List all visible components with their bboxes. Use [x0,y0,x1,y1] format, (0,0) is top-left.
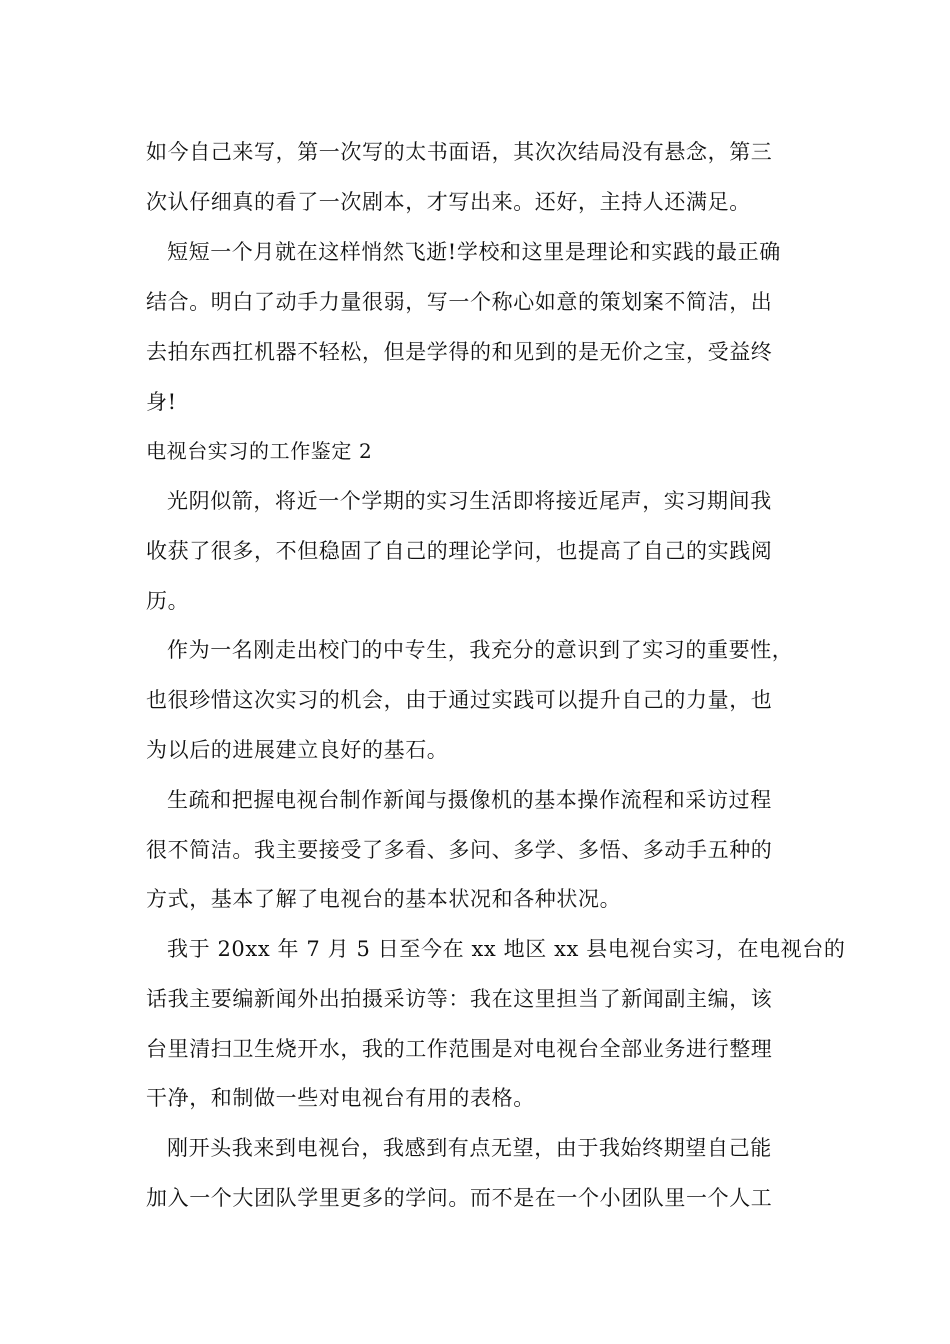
paragraph-line: 次认仔细真的看了一次剧本，才写出来。还好，主持人还满足。 [146,190,751,214]
paragraph-line: 台里清扫卫生烧开水，我的工作范围是对电视台全部业务进行整理 [146,1037,773,1061]
section-heading: 电视台实习的工作鉴定 2 [146,439,373,463]
paragraph-line: 我于 20xx 年 7 月 5 日至今在 xx 地区 xx 县电视台实习，在电视台的 [167,937,846,961]
paragraph-line: 生疏和把握电视台制作新闻与摄像机的基本操作流程和采访过程 [167,788,772,812]
paragraph-line: 方式，基本了解了电视台的基本状况和各种状况。 [146,887,622,911]
paragraph-line: 刚开头我来到电视台，我感到有点无望，由于我始终期望自己能 [167,1136,772,1160]
paragraph-line: 如今自己来写，第一次写的太书面语，其次次结局没有悬念，第三 [146,140,773,164]
paragraph-line: 历。 [146,589,190,613]
paragraph-line: 结合。明白了动手力量很弱，写一个称心如意的策划案不简洁，出 [146,290,773,314]
paragraph-line: 很不简洁。我主要接受了多看、多问、多学、多悟、多动手五种的 [146,838,773,862]
paragraph-line: 去拍东西扛机器不轻松，但是学得的和见到的是无价之宝，受益终 [146,340,773,364]
paragraph-line: 加入一个大团队学里更多的学问。而不是在一个小团队里一个人工 [146,1186,773,1210]
paragraph-line: 为以后的进展建立良好的基石。 [146,738,449,762]
paragraph-line: 光阴似箭，将近一个学期的实习生活即将接近尾声，实习期间我 [167,489,772,513]
paragraph-line: 话我主要编新闻外出拍摄采访等：我在这里担当了新闻副主编，该 [146,987,773,1011]
paragraph-line: 也很珍惜这次实习的机会，由于通过实践可以提升自己的力量，也 [146,688,773,712]
paragraph-line: 收获了很多，不但稳固了自己的理论学问，也提高了自己的实践阅 [146,539,773,563]
paragraph-line: 干净，和制做一些对电视台有用的表格。 [146,1086,535,1110]
paragraph-line: 身! [146,390,177,414]
paragraph-line: 作为一名刚走出校门的中专生，我充分的意识到了实习的重要性， [167,638,794,662]
paragraph-line: 短短一个月就在这样悄然飞逝!学校和这里是理论和实践的最正确 [167,240,781,264]
